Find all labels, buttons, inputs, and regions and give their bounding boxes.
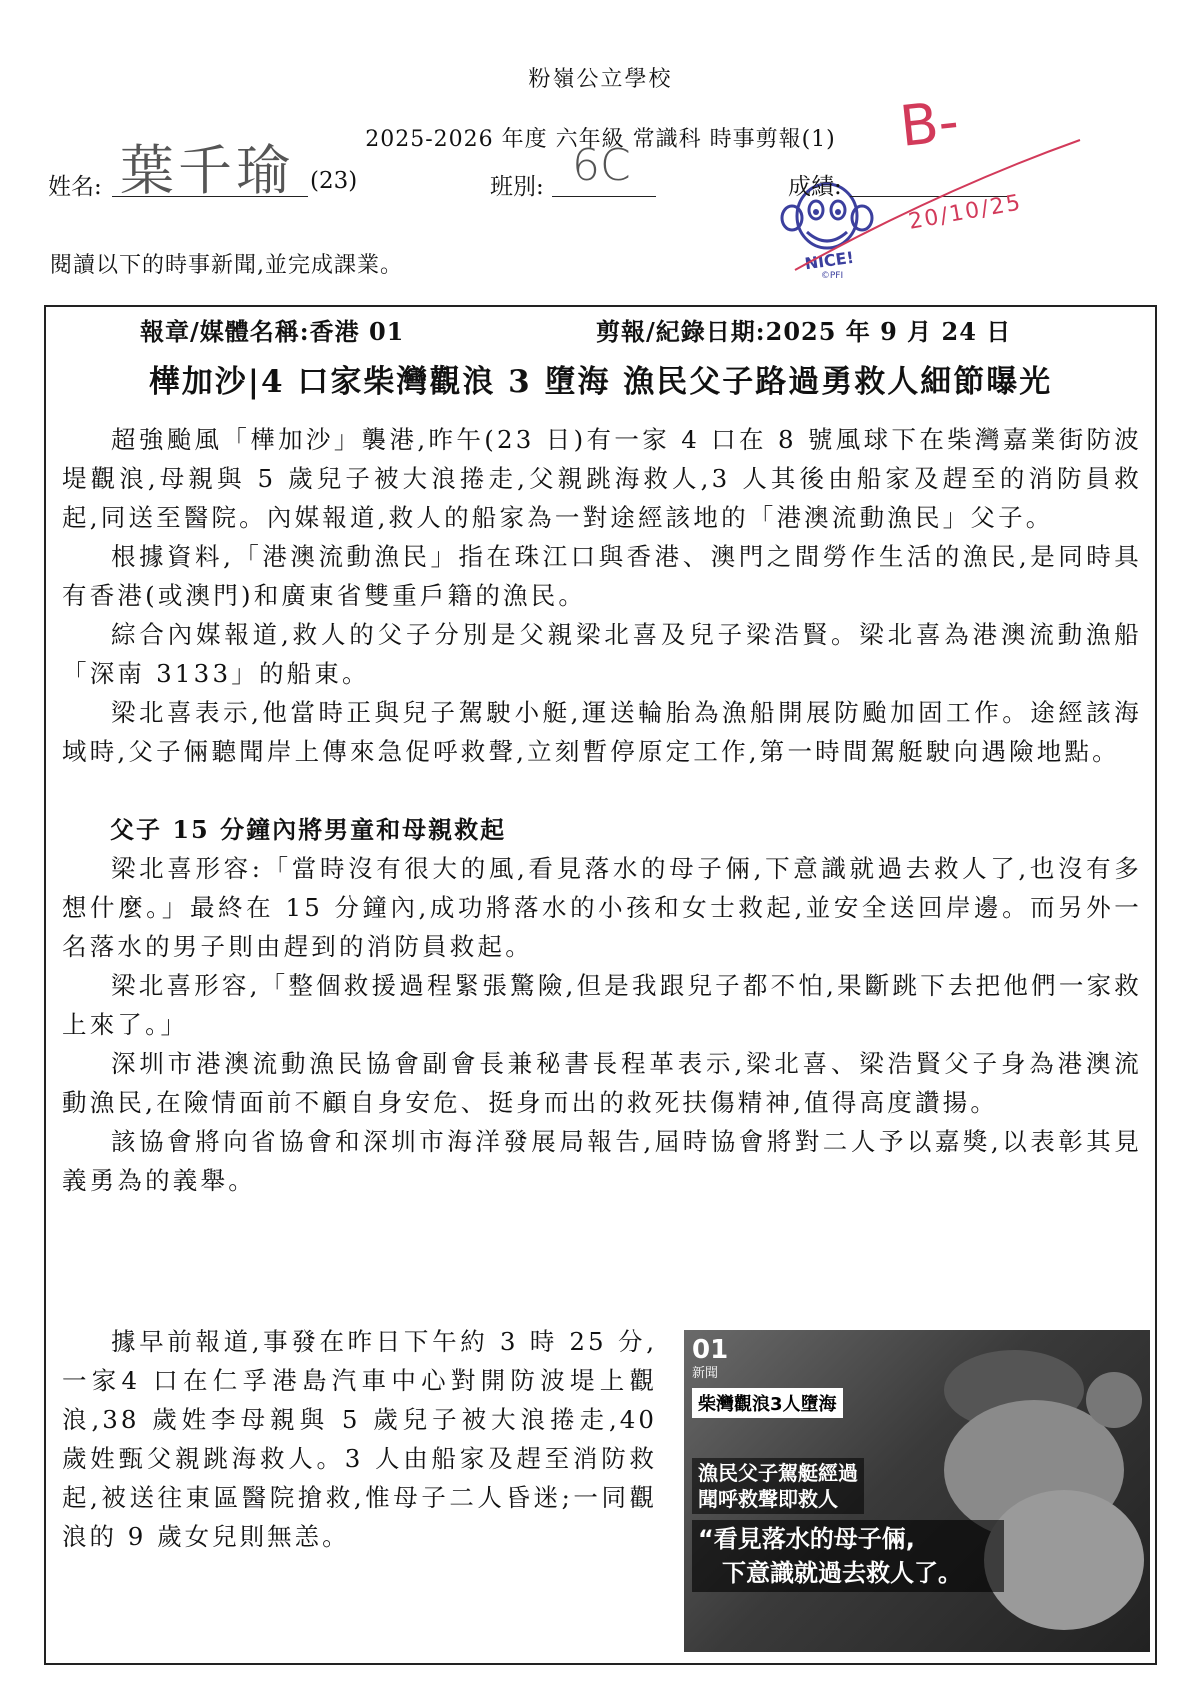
article-headline: 樺加沙|4 口家柴灣觀浪 3 墮海 漁民父子路過勇救人細節曝光 — [148, 364, 1053, 400]
paragraph: 梁北喜形容,「整個救援過程緊張驚險,但是我跟兒子都不怕,果斷跳下去把他們一家救上來了。」 — [62, 971, 1142, 1039]
paragraph: 梁北喜表示,他當時正與兒子駕駛小艇,運送輪胎為漁船開展防颱加固工作。途經該海域時,父子倆聽聞岸上傳來急促呼救聲,立刻暫停原定工作,第一時間駕艇駛向遇險地點。 — [62, 698, 1142, 766]
paragraph: 根據資料,「港澳流動漁民」指在珠江口與香港、澳門之間勞作生活的漁民,是同時具有香港(或澳門)和廣東省雙重戶籍的漁民。 — [62, 542, 1142, 610]
news-photo — [684, 1330, 1150, 1652]
article-source: 報章/媒體名稱:香港 01 — [140, 317, 405, 346]
paragraph: 該協會將向省協會和深圳市海洋發展局報告,屆時協會將對二人予以嘉獎,以表彰其見義勇為的義舉。 — [62, 1127, 1142, 1195]
name-handwriting: 葉千瑜 — [120, 139, 294, 202]
paragraph: 綜合內媒報道,救人的父子分別是父親梁北喜及兒子梁浩賢。梁北喜為港澳流動漁船「深南 3133」的船東。 — [62, 620, 1142, 688]
school-name: 粉嶺公立學校 — [528, 67, 673, 92]
paragraph: 深圳市港澳流動漁民協會副會長兼秘書長程革表示,梁北喜、梁浩賢父子身為港澳流動漁民,在險情面前不顧自身安危、挺身而出的救死扶傷精神,值得高度讚揚。 — [62, 1049, 1142, 1117]
photo-caption-sub: 漁民父子駕艇經過 聞呼救聲即救人 — [692, 1458, 864, 1514]
article-body — [62, 420, 1142, 1200]
photo-quote: “看見落水的母子倆, 下意識就過去救人了。 — [692, 1520, 1004, 1592]
score-label: 成績: — [788, 174, 842, 200]
stamp-text: NICE! — [803, 247, 855, 274]
stamp-sub: ©PFI — [820, 271, 844, 280]
article-subheading: 父子 15 分鐘內將男童和母親救起 — [110, 815, 507, 844]
paragraph: 梁北喜形容:「當時沒有很大的風,看見落水的母子倆,下意識就過去救人了,也沒有多想什麼。」最終在 15 分鐘內,成功將落水的小孩和女士救起,並安全送回岸邊。而另外一名落水的男子則由趕到的消防員救起。 — [62, 854, 1142, 961]
instruction-text: 閱讀以下的時事新聞,並完成課業。 — [50, 253, 403, 278]
grade-handwriting: B- — [896, 89, 962, 160]
paragraph: 據早前報道,事發在昨日下午約 3 時 25 分,一家4 口在仁孚港島汽車中心對開防波堤上觀浪,38 歲姓李母親與 5 歲兒子被大浪捲走,40 歲姓甄父親跳海救人。3 人由船家及趕至消防救起,被送往東區醫院搶救,惟母子二人昏迷;一同觀浪的 9 歲女兒則無恙。 — [62, 1327, 657, 1551]
class-handwriting: 6C — [572, 140, 631, 191]
rescuer-figure-icon — [864, 1330, 1150, 1652]
name-number: (23) — [310, 168, 358, 194]
news-logo: 01 新聞 — [692, 1335, 729, 1381]
grade-date: 20/10/25 — [906, 190, 1025, 235]
photo-caption-tag: 柴灣觀浪3人墮海 — [692, 1388, 843, 1418]
worksheet-subtitle: 2025-2026 年度 六年級 常識科 時事剪報(1) — [365, 127, 836, 152]
article-date: 剪報/紀錄日期:2025 年 9 月 24 日 — [596, 317, 1012, 346]
class-label: 班別: — [490, 174, 544, 200]
name-label: 姓名: — [48, 174, 102, 200]
paragraph: 超強颱風「樺加沙」襲港,昨午(23 日)有一家 4 口在 8 號風球下在柴灣嘉業街防波堤觀浪,母親與 5 歲兒子被大浪捲走,父親跳海救人,3 人其後由船家及趕至的消防員救起,同送至醫院。內媒報道,救人的船家為一對途經該地的「港澳流動漁民」父子。 — [62, 425, 1142, 532]
article-last-section — [62, 1322, 657, 1556]
